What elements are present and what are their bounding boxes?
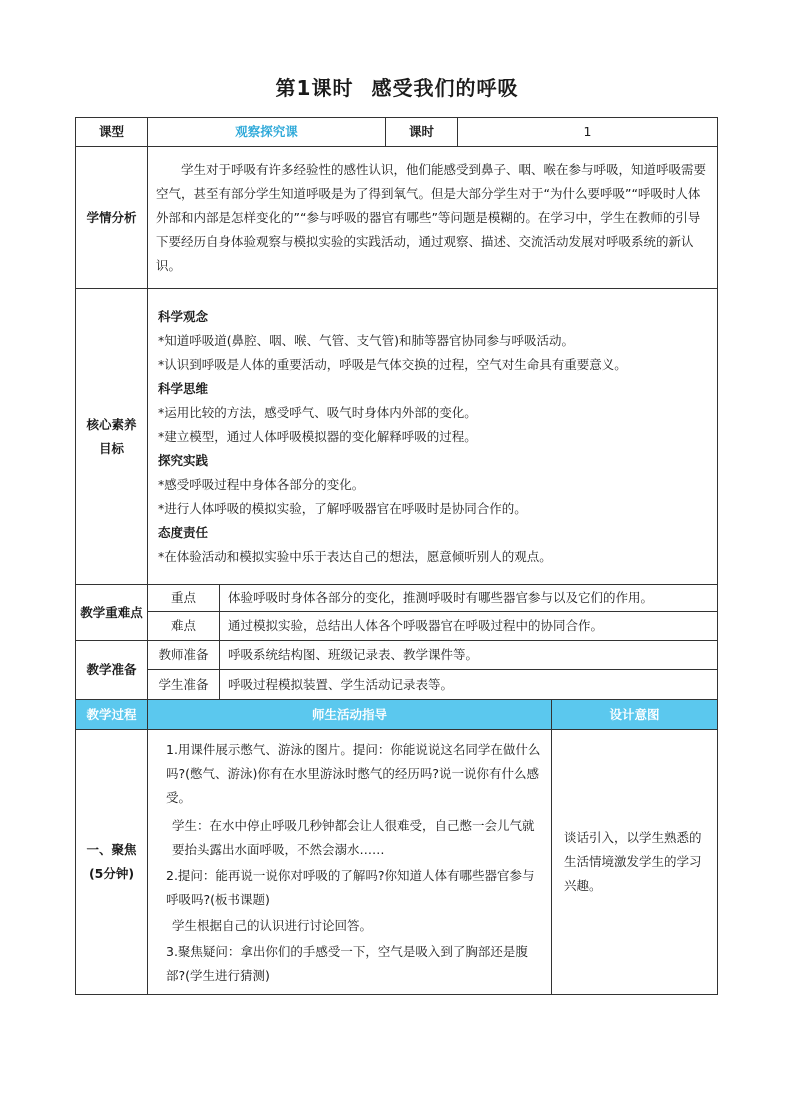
teacher-prep-row — [76, 641, 718, 670]
goals-item: *认识到呼吸是人体的重要活动，呼吸是气体交换的过程，空气对生命具有重要意义。 — [158, 356, 627, 372]
lesson-name: 感受我们的呼吸 — [371, 76, 519, 100]
type-label: 课型 — [76, 118, 148, 147]
hardpoint-row — [76, 612, 718, 641]
hours-value: 1 — [458, 118, 718, 147]
info-row — [76, 118, 718, 147]
process-header-stage: 教学过程 — [76, 700, 148, 730]
goals-item: *建立模型，通过人体呼吸模拟器的变化解释呼吸的过程。 — [158, 428, 477, 444]
teacher-prep-text: 呼吸系统结构图、班级记录表、教学课件等。 — [220, 641, 718, 670]
key-text: 体验呼吸时身体各部分的变化，推测呼吸时有哪些器官参与以及它们的作用。 — [220, 585, 718, 612]
goals-label — [76, 289, 148, 585]
goals-item: *进行人体呼吸的模拟实验，了解呼吸器官在呼吸时是协同合作的。 — [158, 500, 527, 516]
stage-title: 一、聚焦 — [86, 842, 137, 857]
goals-item: *运用比较的方法，感受呼气、吸气时身体内外部的变化。 — [158, 404, 477, 420]
process-header-intent: 设计意图 — [552, 700, 718, 730]
activity-step: 3.聚焦疑问：拿出你们的手感受一下，空气是吸入到了胸部还是腹部?(学生进行猜测) — [166, 944, 528, 983]
stage-name — [76, 730, 148, 995]
process-header-row — [76, 700, 718, 730]
activity-step: 2.提问：能再说一说你对呼吸的了解吗?你知道人体有哪些器官参与呼吸吗?(板书课题) — [166, 868, 535, 907]
stage-time: (5分钟) — [88, 866, 135, 881]
stage-intent: 谈话引入，以学生熟悉的生活情境激发学生的学习兴趣。 — [552, 730, 718, 995]
lesson-plan-table — [75, 117, 718, 995]
analysis-label: 学情分析 — [76, 147, 148, 289]
type-value: 观察探究课 — [148, 118, 386, 147]
key-label: 重点 — [148, 585, 220, 612]
process-header-activity: 师生活动指导 — [148, 700, 552, 730]
goals-row — [76, 289, 718, 585]
goals-item: *知道呼吸道(鼻腔、咽、喉、气管、支气管)和肺等器官协同参与呼吸活动。 — [158, 332, 575, 348]
hours-label: 课时 — [386, 118, 458, 147]
student-prep-label: 学生准备 — [148, 670, 220, 700]
student-prep-text: 呼吸过程模拟装置、学生活动记录表等。 — [220, 670, 718, 700]
analysis-text: 学生对于呼吸有许多经验性的感性认识，他们能感受到鼻子、咽、喉在参与呼吸，知道呼吸需要空气，甚至有部分学生知道呼吸是为了得到氧气。但是大部分学生对于“为什么要呼吸”“呼吸时人体外部和内部是怎样变化的”“参与呼吸的器官有哪些”等问题是模糊的。在学习中，学生在教师的引导下要经历自身体验观察与模拟实验的实践活动，通过观察、描述、交流活动发展对呼吸系统的新认识。 — [148, 147, 718, 289]
prep-label: 教学准备 — [76, 641, 148, 700]
page-title — [0, 72, 794, 101]
lesson-number: 第1课时 — [275, 76, 354, 100]
stage-row — [76, 730, 718, 995]
analysis-row — [76, 147, 718, 289]
goals-heading: 科学思维 — [158, 380, 209, 396]
student-prep-row — [76, 670, 718, 700]
hard-text: 通过模拟实验，总结出人体各个呼吸器官在呼吸过程中的协同合作。 — [220, 612, 718, 641]
hard-label: 难点 — [148, 612, 220, 641]
stage-activities — [148, 730, 552, 995]
goals-heading: 科学观念 — [158, 308, 209, 324]
goals-label-line-2: 目标 — [98, 440, 124, 456]
keypoint-row — [76, 585, 718, 612]
activity-step: 1.用课件展示憋气、游泳的图片。提问：你能说说这名同学在做什么吗?(憋气、游泳)你有在水里游泳时憋气的经历吗?说一说你有什么感受。 — [166, 742, 541, 805]
activity-response: 学生根据自己的认识进行讨论回答。 — [172, 918, 373, 933]
goals-item: *感受呼吸过程中身体各部分的变化。 — [158, 476, 365, 492]
goals-heading: 态度责任 — [158, 524, 209, 540]
goals-content — [148, 289, 718, 585]
goals-item: *在体验活动和模拟实验中乐于表达自己的想法，愿意倾听别人的观点。 — [158, 548, 552, 564]
goals-heading: 探究实践 — [158, 452, 209, 468]
teacher-prep-label: 教师准备 — [148, 641, 220, 670]
activity-response: 学生：在水中停止呼吸几秒钟都会让人很难受，自己憋一会儿气就要抬头露出水面呼吸，不然会溺水…… — [172, 818, 535, 857]
keypoints-label: 教学重难点 — [76, 585, 148, 641]
goals-label-line-1: 核心素养 — [86, 416, 137, 432]
